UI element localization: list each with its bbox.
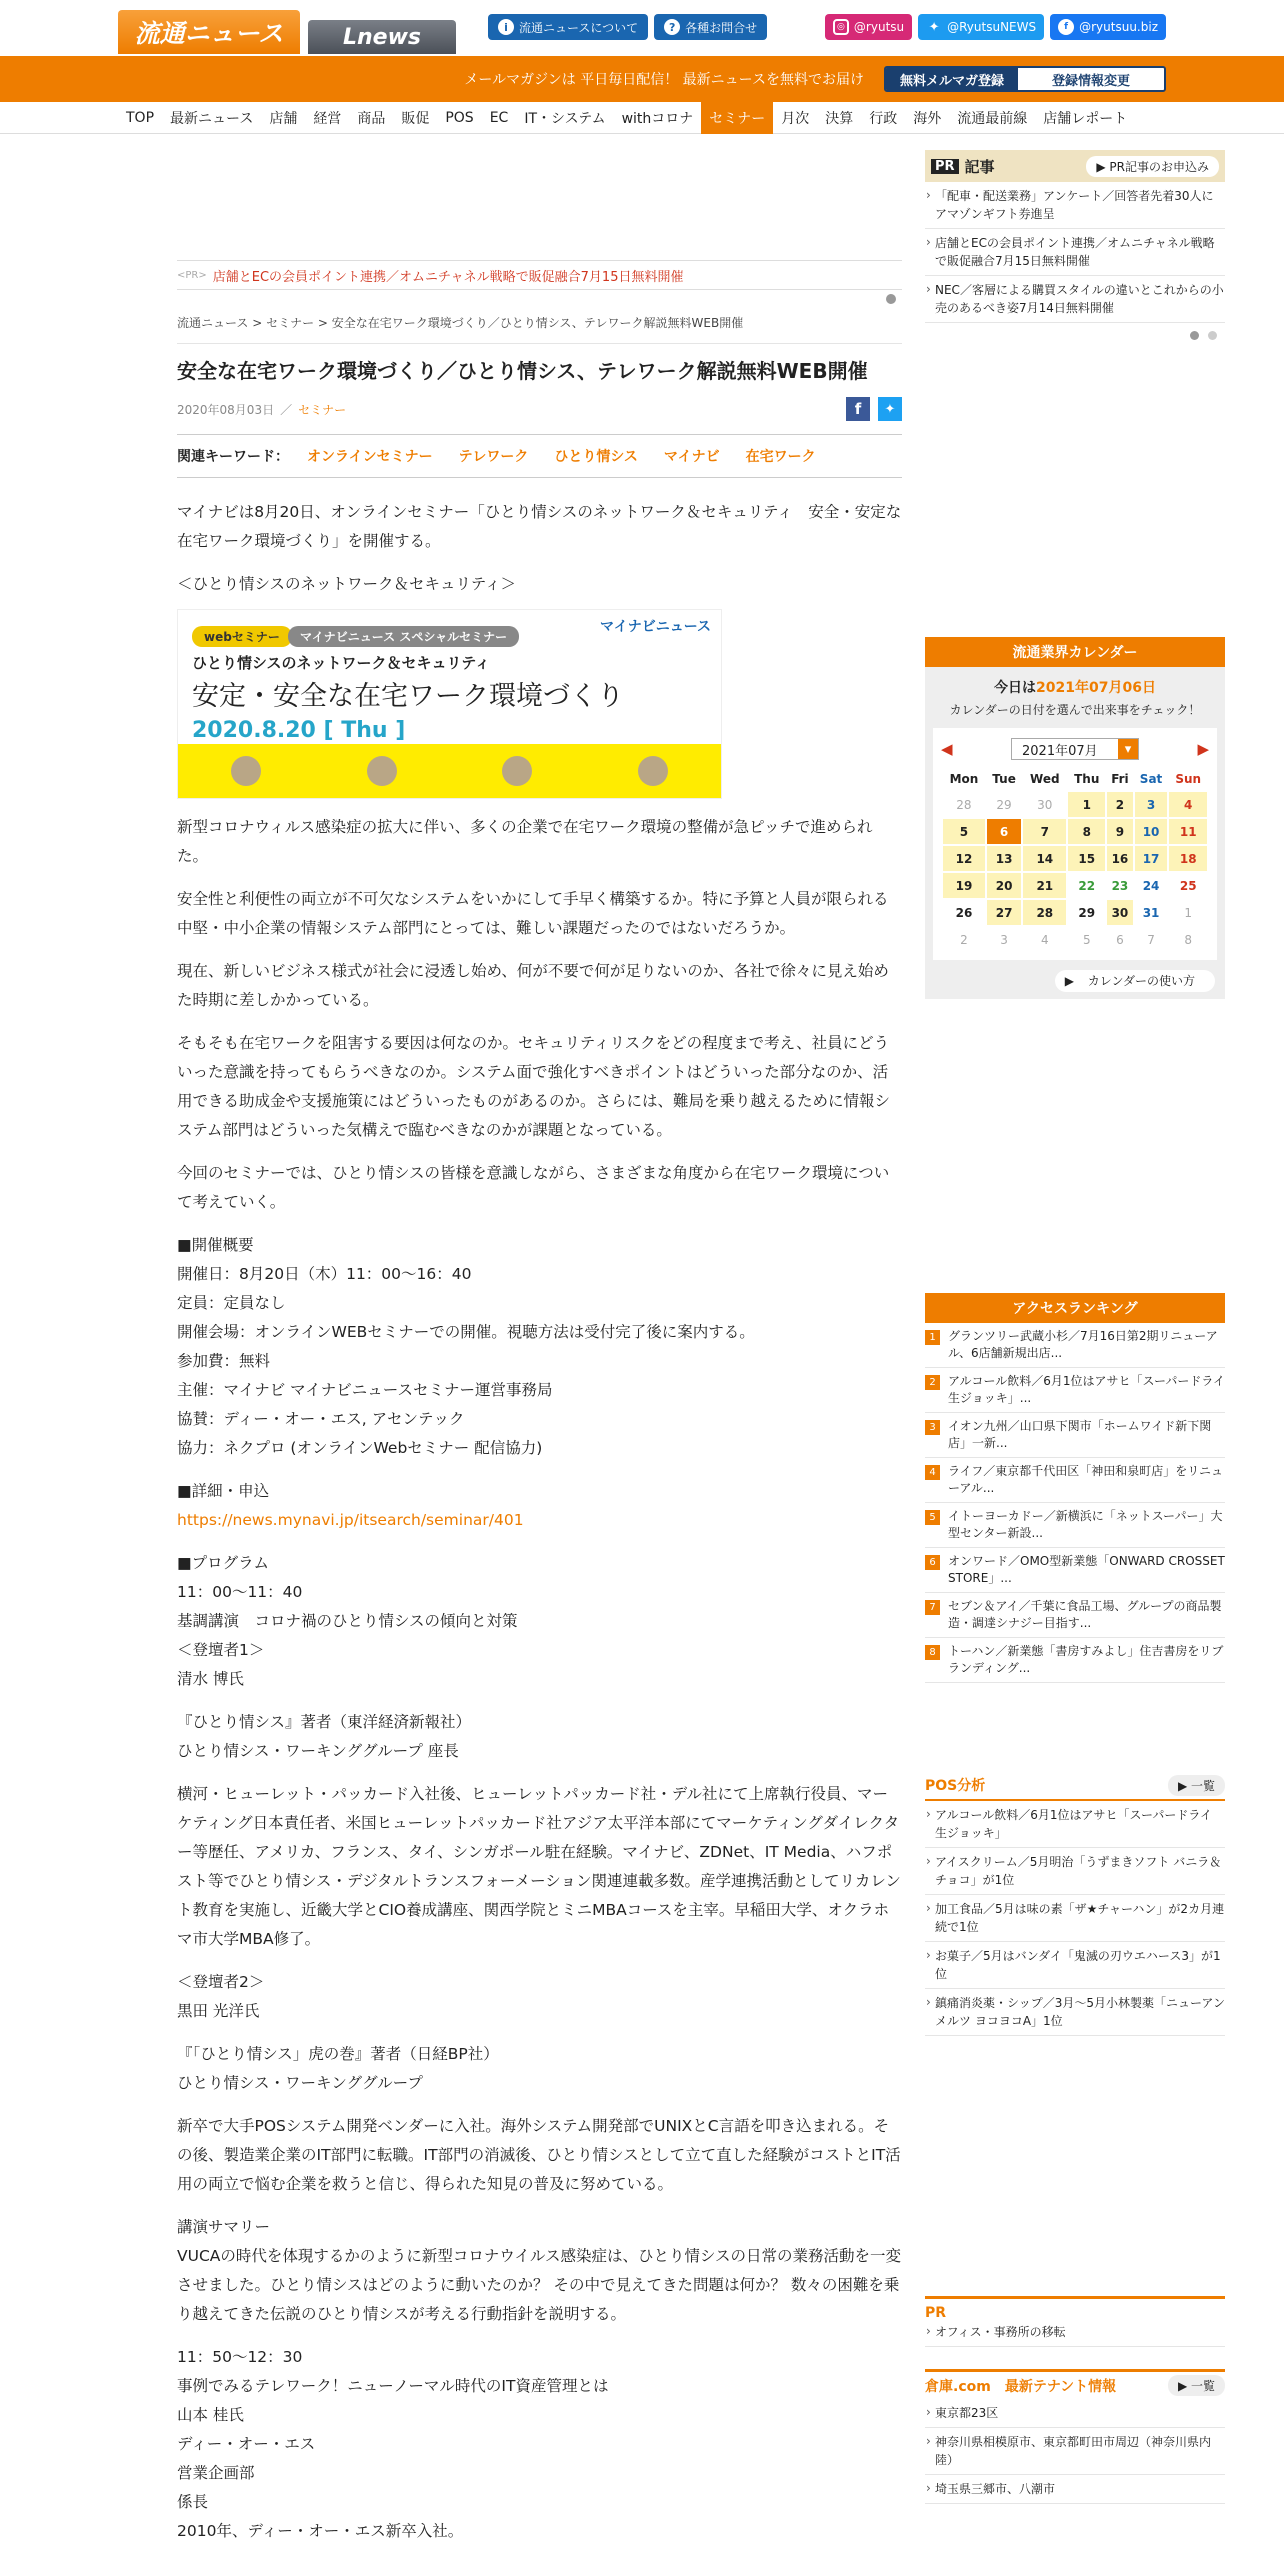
banner-brand: マイナビニュース: [599, 619, 711, 635]
nav-item[interactable]: withコロナ: [621, 111, 694, 127]
prev-month-icon[interactable]: ◀: [941, 740, 953, 758]
rank-number: 1: [925, 1330, 940, 1345]
side-pr-list: [925, 182, 1225, 323]
banner-date: 2020.8.20 [ Thu ]: [192, 718, 406, 743]
rank-text: トーハン／新業態「書房すみよし」住吉書房をリブランディング...: [948, 1644, 1224, 1675]
speaker1-block: [177, 1708, 902, 1766]
nav-item[interactable]: 商品: [357, 111, 386, 127]
weekday-header: Sun: [1175, 772, 1202, 786]
speaker1-bio: 横河・ヒューレット・パッカード入社後、ヒューレットパッカード社・デル社にて上席執行役員、マーケティング日本責任者、米国ヒューレットパッカード社アジア太平洋本部にてマーケティングダイレクター等歴任、アメリカ、フランス、タイ、シンガポール駐在経験。マイナビ、ZDNet、IT Media、ハフポスト等でひとり情シス・デジタルトランスフォーメーション関連連載多数。産学連携活動としてリカレント教育を実施し、近畿大学とCIO養成講座、関西学院とミニMBAコースを主宰。早稲田大学、オクラホマ市大学MBA修了。: [177, 1785, 901, 1948]
overview-line: 開催日：8月20日（木）11：00～16：40: [177, 1265, 472, 1283]
calendar-howto-button[interactable]: ▶ カレンダーの使い方: [1055, 970, 1215, 992]
rank-number: 7: [925, 1600, 940, 1615]
list-item[interactable]: › 鎮痛消炎薬・シップ／3月～5月小林製薬「ニューアンメルツ ヨコヨコA」1位: [925, 1989, 1225, 2036]
list-item[interactable]: › アルコール飲料／6月1位はアサヒ「スーパードライ 生ジョッキ」: [925, 1801, 1225, 1848]
today-date: 2021年07月06日: [1036, 680, 1156, 696]
weekday-header: Fri: [1111, 772, 1129, 786]
weekday-header: Mon: [949, 772, 979, 786]
keyword-link[interactable]: オンラインセミナー: [307, 449, 433, 465]
global-nav: [118, 102, 1166, 134]
rank-number: 6: [925, 1555, 940, 1570]
detail-link[interactable]: https://news.mynavi.jp/itsearch/seminar/401: [177, 1511, 524, 1529]
pos-list-label: 一覧: [1190, 1778, 1215, 1793]
paragraph: 現在、新しいビジネス様式が社会に浸透し始め、何が不要で何が足りないのか、各社で徐々に見え始めた時期に差しかかっている。: [177, 962, 889, 1009]
pr-apply-button[interactable]: ▶ PR記事のお申込み: [1086, 156, 1219, 177]
nav-item[interactable]: 店舗レポート: [1043, 111, 1128, 127]
nav-item[interactable]: 販促: [401, 111, 430, 127]
list-item[interactable]: › 東京都23区: [925, 2399, 1225, 2428]
calendar-day[interactable]: 1: [1184, 905, 1193, 920]
session-line: 山本 桂氏: [177, 2406, 244, 2424]
program-line: 清水 博氏: [177, 1670, 244, 1688]
calendar-day[interactable]: 2: [960, 932, 968, 947]
pr-ticker-text: 店舗とECの会員ポイント連携／オムニチャネル戦略で販促融合7月15日無料開催: [212, 269, 684, 285]
calendar-day[interactable]: 29: [1078, 905, 1096, 920]
nav-item[interactable]: IT・システム: [524, 111, 606, 127]
calendar-day[interactable]: 5: [1082, 932, 1091, 947]
meta-separator: ／: [280, 402, 293, 417]
rank-text: セブン＆アイ／千葉に食品工場、グループの商品製造・調達シナジー目指す...: [948, 1599, 1222, 1630]
calendar-day[interactable]: 21: [1023, 873, 1066, 898]
side-pr-title: 記事: [964, 157, 995, 176]
instagram-link[interactable]: [825, 14, 912, 40]
mailmag-box: [884, 66, 1166, 92]
facebook-icon: f: [1058, 19, 1074, 35]
keyword-link[interactable]: マイナビ: [663, 449, 720, 465]
ranking-item[interactable]: [925, 1503, 1225, 1548]
rank-number: 4: [925, 1465, 940, 1480]
calendar-day[interactable]: 20: [987, 873, 1021, 898]
site-logo[interactable]: 流通ニュース: [118, 10, 300, 54]
rank-number: 5: [925, 1510, 940, 1525]
overview-line: 定員：定員なし: [177, 1294, 286, 1312]
speaker2-block: [177, 1968, 902, 2026]
overview-line: 主催：マイナビ マイナビニュースセミナー運営事務局: [177, 1381, 553, 1399]
speaker2-bio: 新卒で大手POSシステム開発ベンダーに入社。海外システム開発部でUNIXとC言語を叩き込まれる。その後、製造業企業のIT部門に転職。IT部門の消滅後、ひとり情シスとして立て直した経験がコストとIT活用の両立で悩む企業を救うと信じ、得られた知見の普及に努めている。: [177, 2117, 901, 2193]
nav-item[interactable]: 海外: [913, 111, 942, 127]
pr2-list: [925, 2318, 1225, 2347]
keyword-link[interactable]: ひとり情シス: [554, 449, 638, 465]
calendar-day[interactable]: 3: [1000, 932, 1008, 947]
detail-heading: ■詳細・申込: [177, 1482, 270, 1500]
pr2-title: PR: [925, 2304, 947, 2321]
nav-item[interactable]: 行政: [869, 111, 898, 127]
overview-line: 開催会場：オンラインWEBセミナーでの開催。視聴方法は受付完了後に案内する。: [177, 1323, 755, 1341]
paragraph: そもそも在宅ワークを阻害する要因は何なのか。セキュリティリスクをどの程度まで考え、社員にどういった意識を持ってもらうべきなのか。システム面で強化すべきポイントはどういった部分なのか、活用できる助成金や支援施策にはどういったものがあるのか。さらには、難局を乗り越えるために情報システム部門はどういった気構えで臨むべきなのかが課題となっている。: [177, 1034, 891, 1139]
speaker-photo: [502, 756, 532, 786]
nav-item[interactable]: 流通最前線: [957, 111, 1028, 127]
question-icon: ?: [664, 19, 680, 35]
list-item[interactable]: › NEC／客層による購買スタイルの違いとこれからの小売のあるべき姿7月14日無料開催: [925, 276, 1225, 323]
mailmag-change-button[interactable]: 登録情報変更: [1018, 68, 1164, 90]
calendar-day[interactable]: 18: [1169, 846, 1207, 871]
lnews-logo[interactable]: Lnews: [308, 20, 456, 54]
program-block: [177, 1549, 902, 1694]
speaker-line: 『ひとり情シス』著者（東洋経済新報社）: [177, 1713, 472, 1731]
calendar-day[interactable]: 16: [1107, 846, 1132, 871]
nav-item[interactable]: 店舗: [269, 111, 298, 127]
related-keywords: [177, 434, 902, 478]
calendar-day[interactable]: 6: [1116, 932, 1124, 947]
page-title: 安全な在宅ワーク環境づくり／ひとり情シス、テレワーク解説無料WEB開催: [177, 359, 868, 383]
calendar-day[interactable]: 25: [1179, 878, 1197, 893]
tenant-list: [925, 2399, 1225, 2504]
month-select[interactable]: 2021年07月 ▾: [1011, 738, 1139, 760]
rank-number: 8: [925, 1645, 940, 1660]
ranking-item[interactable]: [925, 1368, 1238, 1413]
calendar-day[interactable]: 17: [1135, 846, 1168, 871]
session-line: 営業企画部: [177, 2464, 255, 2482]
facebook-share-icon[interactable]: f: [846, 397, 870, 421]
calendar-subtitle: カレンダーの日付を選んで出来事をチェック！: [949, 703, 1201, 717]
keyword-link[interactable]: テレワーク: [458, 449, 529, 465]
calendar-day[interactable]: 26: [955, 905, 973, 920]
facebook-link[interactable]: [1050, 14, 1166, 40]
detail-block: [177, 1477, 902, 1535]
speaker-photo: [638, 756, 668, 786]
weekday-header: Wed: [1030, 772, 1060, 786]
twitter-label: @RyutsuNEWS: [947, 20, 1037, 34]
calendar-day[interactable]: 1: [1068, 792, 1105, 817]
speaker2-book: [177, 2040, 902, 2098]
calendar-day[interactable]: 3: [1135, 792, 1168, 817]
list-item[interactable]: › オフィス・事務所の移転: [925, 2318, 1225, 2347]
ranking-item[interactable]: [925, 1413, 1225, 1458]
session-line: 2010年、ディー・オー・エス新卒入社。: [177, 2522, 464, 2540]
dot-icon[interactable]: [886, 294, 896, 304]
paragraph: 安全性と利便性の両立が不可欠なシステムをいかにして手早く構築するか。特に予算と人員が限られる中堅・中小企業の情報システム部門にとっては、難しい課題だったのではないだろうか。: [177, 890, 889, 937]
calendar-day[interactable]: 8: [1184, 932, 1193, 947]
pr-ticker[interactable]: [177, 260, 902, 290]
mailmag-register-button[interactable]: 無料メルマガ登録: [886, 68, 1018, 90]
contact-link-label: 各種お問合せ: [685, 20, 758, 35]
rank-text: イオン九州／山口県下関市「ホームワイド新下関店」一新...: [948, 1419, 1212, 1450]
keyword-link[interactable]: 在宅ワーク: [745, 449, 816, 465]
pos-list: [925, 1801, 1225, 2036]
speaker-photo: [231, 756, 261, 786]
calendar-day[interactable]: 15: [1068, 846, 1105, 871]
pos-list-button[interactable]: ▶ 一覧: [1168, 1775, 1225, 1796]
keywords-label: 関連キーワード：: [177, 449, 289, 465]
twitter-icon: ✦: [928, 19, 940, 35]
paragraph: マイナビは8月20日、オンラインセミナー「ひとり情シスのネットワーク＆セキュリティ 安全・安定な在宅ワーク環境づくり」を開催する。: [177, 503, 902, 550]
summary-line: VUCAの時代を体現するかのように新型コロナウイルス感染症は、ひとり情シスの日常の業務活動を一変させました。ひとり情シスはどのように動いたのか？ その中で見えてきた問題は何か？ 数々の困難を乗り越えてきた伝説のひとり情シスが考える行動指針を説明する。: [177, 2247, 901, 2323]
program-line: 11：00～11：40: [177, 1583, 303, 1601]
weekday-header: Thu: [1074, 772, 1100, 786]
list-item[interactable]: › アイスクリーム／5月明治「うずまきソフト バニラ＆チョコ」が1位: [925, 1848, 1225, 1895]
side-pr-header: [925, 150, 1225, 182]
overview-line: 協賛：ディー・オー・エス, アセンテック: [177, 1410, 465, 1428]
calendar-day[interactable]: 30: [1037, 797, 1053, 812]
calendar-day[interactable]: 7: [1023, 819, 1066, 844]
nav-item[interactable]: 決算: [825, 111, 854, 127]
list-item[interactable]: › お菓子／5月はバンダイ「鬼滅の刃ウエハース3」が1位: [925, 1942, 1225, 1989]
calendar-day[interactable]: 19: [943, 873, 985, 898]
calendar-day[interactable]: 27: [987, 900, 1021, 925]
instagram-icon: ◎: [833, 19, 849, 35]
list-item[interactable]: › 店舗とECの会員ポイント連携／オムニチャネル戦略で販促融合7月15日無料開催: [925, 229, 1225, 276]
paragraph: 新型コロナウィルス感染症の拡大に伴い、多くの企業で在宅ワーク環境の整備が急ピッチで進められた。: [177, 818, 873, 865]
howto-label: カレンダーの使い方: [1078, 970, 1205, 992]
session-line: ディー・オー・エス: [177, 2435, 316, 2453]
rank-text: アルコール飲料／6月1位はアサヒ「スーパードライ 生ジョッキ」...: [948, 1374, 1238, 1405]
pr-apply-label: PR記事のお申込み: [1109, 159, 1209, 174]
ranking-item[interactable]: [925, 1323, 1225, 1368]
dot-icon[interactable]: [1190, 331, 1199, 340]
article-date: 2020年08月03日: [177, 402, 275, 417]
calendar-day[interactable]: 2: [1107, 792, 1132, 817]
contact-link[interactable]: [654, 14, 767, 40]
twitter-share-icon[interactable]: ✦: [878, 397, 902, 421]
pos-title: POS分析: [925, 1778, 986, 1794]
banner-speakers: [178, 744, 721, 798]
summary-line: 講演サマリー: [177, 2218, 271, 2236]
calendar-grid: [941, 766, 1209, 954]
banner-title2: 安定・安全な在宅ワーク環境づくり: [192, 681, 624, 712]
tenant-list-button[interactable]: ▶ 一覧: [1168, 2375, 1225, 2396]
program-line: ＜登壇者1＞: [177, 1641, 265, 1659]
tenant-title: 倉庫.com 最新テナント情報: [925, 2378, 1117, 2395]
twitter-link[interactable]: [918, 14, 1044, 40]
article-category-link[interactable]: セミナー: [298, 402, 347, 417]
tenant-info: [925, 2369, 1225, 2504]
calendar-day[interactable]: 31: [1142, 905, 1160, 920]
pos-analysis: [925, 1771, 1225, 2036]
calendar-day[interactable]: 4: [1169, 792, 1207, 817]
list-item[interactable]: › 加工食品／5月は味の素「ザ★チャーハン」が2カ月連続で1位: [925, 1895, 1225, 1942]
facebook-label: @ryutsuu.biz: [1079, 20, 1158, 34]
article-body: [177, 498, 902, 2546]
calendar-day[interactable]: 11: [1169, 819, 1207, 844]
weekday-header: Tue: [992, 772, 1016, 786]
session-line: 係長: [177, 2493, 209, 2511]
ranking-list: [925, 1323, 1238, 1683]
speaker-photo: [367, 756, 397, 786]
instagram-label: @ryutsu: [853, 20, 905, 34]
paragraph: ＜ひとり情シスのネットワーク＆セキュリティ＞: [177, 575, 516, 593]
list-item[interactable]: › 「配車・配送業務」アンケート／回答者先着30人にアマゾンギフト券進呈: [925, 182, 1225, 229]
pr-section: [925, 2296, 1225, 2347]
industry-calendar: [925, 637, 1225, 999]
session-line: 事例でみるテレワーク！ニューノーマル時代のIT資産管理とは: [177, 2377, 609, 2395]
calendar-day[interactable]: 8: [1068, 819, 1105, 844]
calendar-day[interactable]: 13: [987, 846, 1021, 871]
calendar-day[interactable]: 7: [1147, 932, 1155, 947]
pr-tag: <PR>: [177, 269, 207, 281]
banner-badge-web: webセミナー: [192, 626, 292, 647]
speaker-line: 黒田 光洋氏: [177, 2002, 260, 2020]
session2-block: [177, 2343, 902, 2546]
ranking-item[interactable]: [925, 1638, 1225, 1683]
pr-ticker-dots[interactable]: [177, 290, 902, 304]
overview-line: ■開催概要: [177, 1236, 254, 1254]
seminar-banner-image[interactable]: [177, 609, 722, 799]
nav-item[interactable]: 最新ニュース: [170, 111, 254, 127]
summary-block: [177, 2213, 902, 2329]
access-ranking: [925, 1293, 1238, 1683]
ranking-item[interactable]: [925, 1548, 1225, 1593]
about-link[interactable]: [488, 14, 648, 40]
side-pr-dots: [925, 323, 1225, 343]
calendar-today: [925, 677, 1225, 697]
dot-icon[interactable]: [1208, 331, 1217, 340]
weekday-header: Sat: [1139, 772, 1163, 786]
session-line: 11：50～12：30: [177, 2348, 303, 2366]
speaker-line: ＜登壇者2＞: [177, 1973, 265, 1991]
calendar-day[interactable]: 9: [1107, 819, 1132, 844]
calendar-day[interactable]: 5: [943, 819, 985, 844]
overview-block: [177, 1231, 902, 1463]
calendar-day[interactable]: 14: [1023, 846, 1066, 871]
program-line: 基調講演 コロナ禍のひとり情シスの傾向と対策: [177, 1612, 518, 1630]
rank-number: 2: [925, 1375, 940, 1390]
calendar-day[interactable]: 23: [1111, 878, 1129, 893]
mailmag-note: メールマガジンは 平日毎日配信！ 最新ニュースを無料でお届け: [464, 72, 864, 88]
pr-badge: PR: [931, 159, 959, 174]
nav-item[interactable]: 月次: [781, 111, 810, 127]
calendar-day[interactable]: 28: [1023, 900, 1066, 925]
paragraph: 今回のセミナーでは、ひとり情シスの皆様を意識しながら、さまざまな角度から在宅ワーク環境について考えていく。: [177, 1164, 890, 1211]
calendar-day[interactable]: 22: [1078, 878, 1096, 893]
today-label: 今日は: [994, 680, 1037, 696]
calendar-day[interactable]: 12: [943, 846, 985, 871]
rank-text: オンワード／OMO型新業態「ONWARD CROSSET STORE」...: [948, 1554, 1225, 1585]
breadcrumb: 流通ニュース > セミナー > 安全な在宅ワーク環境づくり／ひとり情シス、テレワーク解説無料WEB開催: [177, 304, 902, 344]
ranking-title: アクセスランキング: [925, 1293, 1225, 1323]
overview-line: 協力：ネクプロ (オンラインWebセミナー 配信協力): [177, 1439, 543, 1457]
calendar-title: 流通業界カレンダー: [925, 637, 1225, 667]
list-item[interactable]: › 神奈川県相模原市、東京都町田市周辺（神奈川県内陸）: [925, 2428, 1225, 2475]
calendar-day[interactable]: 30: [1107, 900, 1132, 925]
nav-item[interactable]: EC: [489, 110, 509, 126]
speaker-line: ひとり情シス・ワーキンググループ 座長: [177, 1742, 459, 1760]
speaker-line: ひとり情シス・ワーキンググループ: [177, 2074, 423, 2092]
rank-text: ライフ／東京都千代田区「神田和泉町店」をリニューアル...: [948, 1464, 1224, 1495]
tenant-list-label: 一覧: [1190, 2379, 1215, 2393]
banner-badge-special: マイナビニュース スペシャルセミナー: [288, 626, 519, 647]
ranking-item[interactable]: [925, 1458, 1225, 1503]
nav-item[interactable]: 経営: [313, 111, 342, 127]
nav-item[interactable]: セミナー: [701, 102, 773, 134]
calendar-day[interactable]: 28: [956, 797, 972, 812]
banner-title1: ひとり情シスのネットワーク＆セキュリティ: [192, 654, 491, 672]
program-line: ■プログラム: [177, 1554, 269, 1572]
calendar-day[interactable]: 29: [996, 797, 1012, 812]
speaker-line: 『「ひとり情シス」虎の巻』著者（日経BP社）: [177, 2045, 499, 2063]
calendar-day[interactable]: 6: [987, 819, 1021, 844]
calendar-day[interactable]: 4: [1040, 932, 1049, 947]
info-icon: i: [498, 19, 514, 35]
rank-text: グランツリー武蔵小杉／7月16日第2期リニューアル、6店舗新規出店...: [948, 1329, 1218, 1360]
nav-item[interactable]: POS: [445, 110, 474, 126]
ranking-item[interactable]: [925, 1593, 1225, 1638]
rank-number: 3: [925, 1420, 940, 1435]
calendar-day[interactable]: 10: [1135, 819, 1168, 844]
list-item[interactable]: › 埼玉県三郷市、八潮市: [925, 2475, 1225, 2504]
next-month-icon[interactable]: ▶: [1197, 740, 1209, 758]
overview-line: 参加費：無料: [177, 1352, 271, 1370]
calendar-day[interactable]: 24: [1142, 878, 1160, 893]
about-link-label: 流通ニュースについて: [519, 20, 639, 35]
nav-item[interactable]: TOP: [126, 110, 155, 126]
rank-text: イトーヨーカドー／新横浜に「ネットスーパー」大型センター新設...: [948, 1509, 1223, 1540]
